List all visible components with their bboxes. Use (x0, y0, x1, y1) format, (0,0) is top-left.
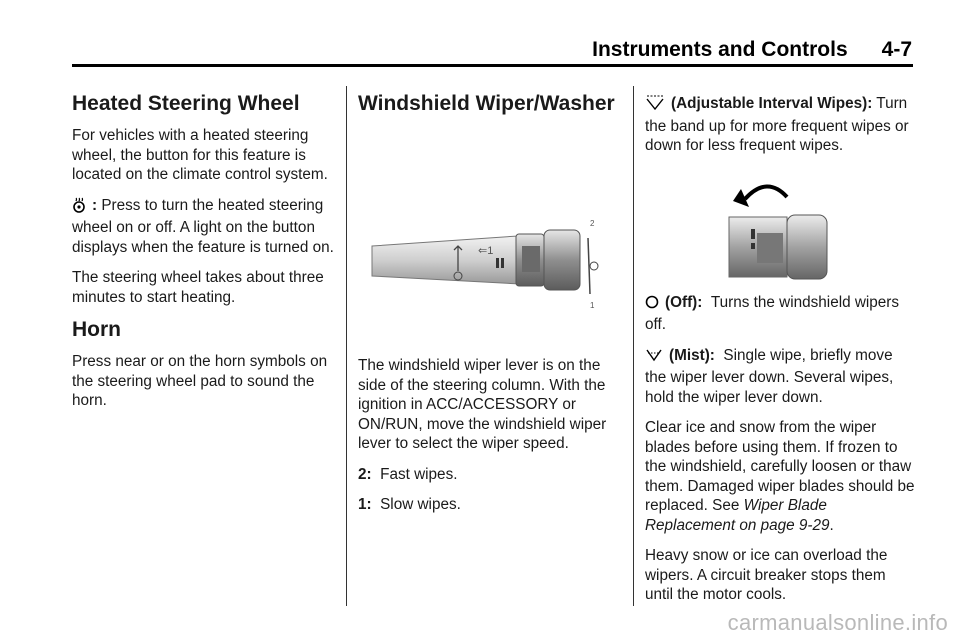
horn-paragraph: Press near or on the horn symbols on the steering wheel pad to sound the horn. (72, 353, 328, 409)
heated-button-paragraph (72, 196, 334, 258)
heated-wheel-icon (72, 197, 86, 219)
section-title: Instruments and Controls (592, 38, 848, 61)
off-item (645, 293, 917, 335)
mist-term: (Mist): (669, 346, 715, 364)
column-left (72, 82, 334, 422)
mist-item (645, 346, 917, 408)
column-divider (633, 86, 634, 606)
watermark-text: carmanualsonline.info (727, 610, 948, 635)
heated-time-paragraph: The steering wheel takes about three minutes to start heating. (72, 269, 324, 306)
page-number: 4-7 (881, 38, 912, 61)
heated-button-colon: : (92, 196, 98, 214)
mist-icon (645, 347, 663, 369)
wiper-lever-paragraph: The windshield wiper lever is on the side of the steering column. With the ignition in ACC/ACCESSORY or ON/RUN, move the windshield wiper lever to select the wiper speed. (358, 357, 607, 452)
interval-wipes-term: (Adjustable Interval Wipes): (671, 95, 873, 112)
wiper-blade-reference-link[interactable]: Wiper Blade Replacement on page 9-29 (645, 497, 830, 534)
svg-text:2: 2 (590, 219, 595, 228)
wiper-washer-heading: Windshield Wiper/Washer (358, 92, 615, 115)
column-divider (346, 86, 347, 606)
off-circle-icon (645, 294, 659, 316)
horn-heading: Horn (72, 318, 121, 341)
ice-snow-text: Clear ice and snow from the wiper blades before using them. If frozen to the windshield, carefully loosen or thaw them. Damaged wiper blades should be replaced. See (645, 419, 915, 514)
off-desc: Turns the windshield wipers off. (645, 293, 900, 333)
interval-wipes-item (645, 94, 917, 156)
slow-wipes-term: 1: (358, 496, 372, 513)
column-middle (358, 82, 624, 526)
ice-snow-paragraph (645, 418, 917, 535)
interval-band-illustration (645, 167, 917, 287)
heated-button-desc: Press to turn the heated steering wheel on or off. A light on the button displays when the feature is turned on. (72, 196, 334, 256)
header-rule (72, 64, 913, 67)
interval-wipe-icon (645, 95, 665, 117)
fast-wipes-term: 2: (358, 465, 372, 483)
fast-wipes-item (358, 465, 624, 485)
svg-text:⇐1: ⇐1 (478, 245, 494, 257)
off-term: (Off): (665, 293, 703, 311)
fast-wipes-desc: Fast wipes. (380, 465, 458, 483)
wiper-lever-illustration (358, 126, 624, 356)
heated-intro-paragraph: For vehicles with a heated steering wheel, the button for this feature is located on the climate control system. (72, 127, 328, 183)
interval-wipes-desc: Turn the band up for more frequent wipes or down for less frequent wipes. (645, 95, 909, 154)
page-header (592, 38, 912, 62)
slow-wipes-item (358, 495, 624, 515)
heated-steering-wheel-heading: Heated Steering Wheel (72, 92, 300, 115)
slow-wipes-desc: Slow wipes. (380, 496, 461, 513)
heavy-snow-paragraph: Heavy snow or ice can overload the wipers. A circuit breaker stops them until the motor cools. (645, 547, 888, 603)
svg-text:1: 1 (590, 301, 595, 310)
ice-snow-period: . (829, 516, 834, 534)
column-right (645, 82, 917, 616)
mist-desc: Single wipe, briefly move the wiper lever down. Several wipes, hold the wiper lever down. (645, 346, 894, 406)
